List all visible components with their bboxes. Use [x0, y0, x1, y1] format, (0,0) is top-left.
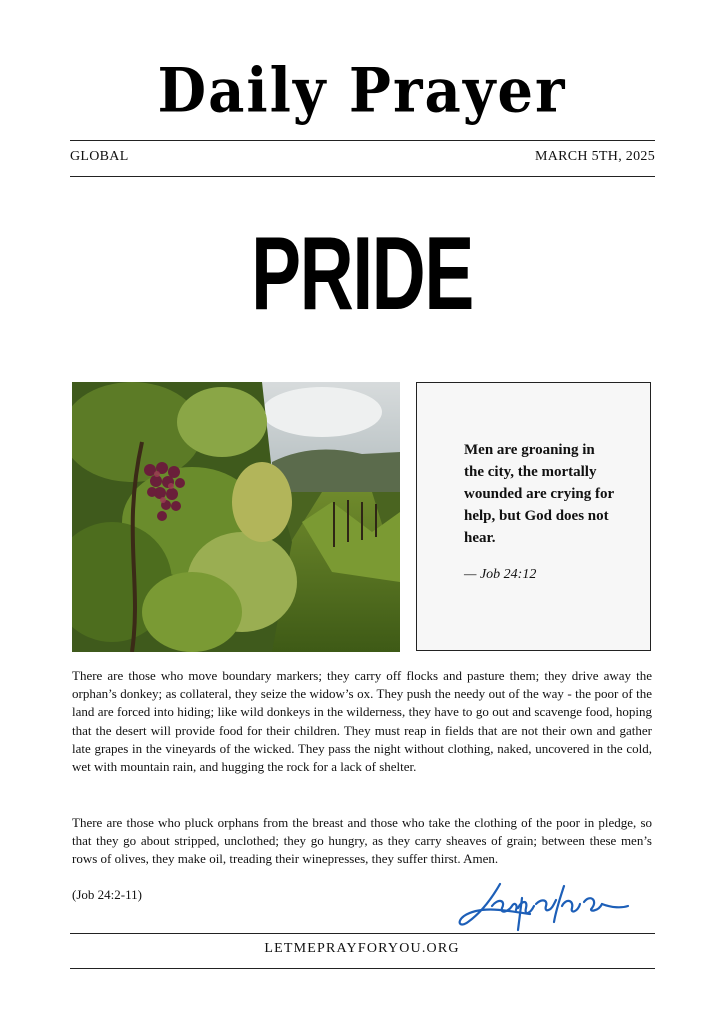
footer-top-rule	[70, 933, 655, 934]
passage-citation: (Job 24:2-11)	[72, 887, 142, 902]
dateline-rule	[70, 176, 655, 177]
signature-icon	[452, 878, 632, 938]
vineyard-photo	[72, 382, 400, 652]
headline: PRIDE	[251, 216, 473, 332]
quote-reference: — Job 24:12	[464, 567, 537, 582]
footer-site-link[interactable]: LETMEPRAYFORYOU.ORG	[264, 941, 460, 956]
top-rule	[70, 140, 655, 141]
region-label: GLOBAL	[70, 149, 129, 164]
body-paragraph-1: There are those who move boundary markers; they carry off flocks and pasture them; they drive away the orphan’s donkey; as collateral, they seize the widow’s ox. They push the needy out of the way - the poor of the land are forced into hiding; like wild donkeys in the wilderness, they have to go out and scavenge food, hoping that the desert will provide food for their children. They must reap in fields that are not their own and gather late grapes in the vineyards of the wicked. They pass the night without clothing, naked, uncovered in the cold, wet with mountain rain, and hugging the rock for a lack of shelter.	[72, 668, 652, 775]
dateline	[70, 149, 655, 165]
masthead-title: Daily Prayer	[157, 55, 567, 127]
footer-bottom-rule	[70, 968, 655, 969]
body-paragraph-2: There are those who pluck orphans from the breast and those who take the clothing of the poor in pledge, so that they go about stripped, unclothed; they go hungry, as they carry sheaves of grain; between these men’s rows of olives, they make oil, treading their winepresses, they suffer thirst. Amen.	[72, 815, 652, 867]
quote-text: Men are groaning in the city, the mortally wounded are crying for help, but God does not hear.	[464, 442, 614, 546]
scripture-quote-box	[416, 382, 651, 651]
issue-date: MARCH 5TH, 2025	[534, 149, 655, 164]
